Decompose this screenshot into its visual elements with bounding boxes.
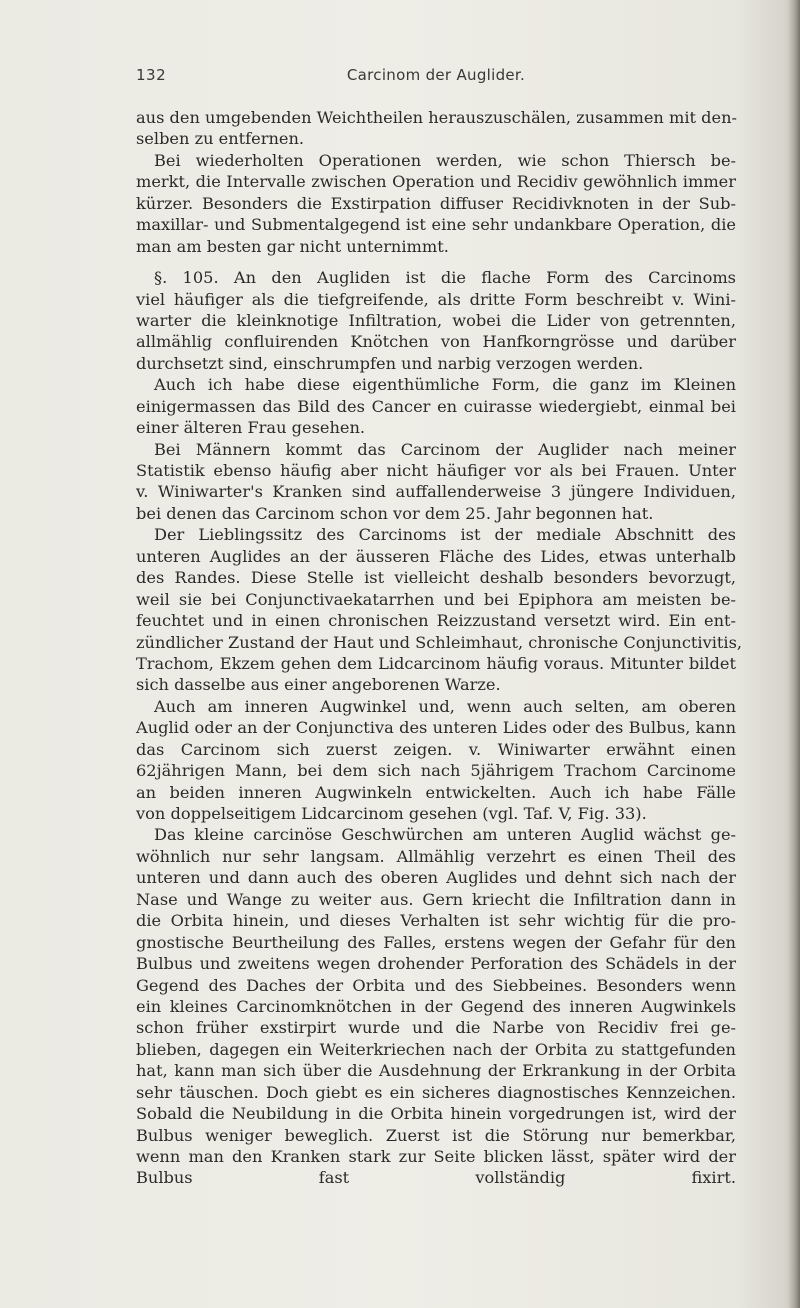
- text-line: [136, 1189, 736, 1210]
- text-line: wöhnlich nur sehr langsam. Allmählig verzehrt es einen Theil des: [136, 846, 736, 866]
- text-line: Auch am inneren Augwinkel und, wenn auch selten, am oberen: [154, 696, 736, 716]
- text-line: Bulbus weniger beweglich. Zuerst ist die Störung nur bemerkbar,: [136, 1125, 736, 1145]
- body-text: [136, 107, 743, 1210]
- text-line: wenn man den Kranken stark zur Seite blicken lässt, später wird der: [136, 1147, 736, 1166]
- text-line: selben zu entfernen.: [136, 129, 305, 149]
- text-line: Bulbus und zweitens wegen drohender Perforation des Schädels in der: [136, 954, 736, 974]
- text-line: hat, kann man sich über die Ausdehnung der Erkrankung in der Orbita: [136, 1061, 736, 1081]
- text-line: aus den umgebenden Weichtheilen herauszuschälen, zusammen mit den-: [136, 108, 737, 127]
- text-line: sich dasselbe aus einer angeborenen Warze.: [136, 675, 501, 695]
- text-line: blieben, dagegen ein Weiterkriechen nach der Orbita zu stattgefunden: [136, 1039, 736, 1059]
- text-line: des Randes. Diese Stelle ist vielleicht deshalb besonders bevorzugt,: [136, 568, 736, 588]
- text-line: Gegend des Daches der Orbita und des Siebbeines. Besonders wenn: [136, 975, 736, 995]
- text-line: Bei Männern kommt das Carcinom der Auglider nach meiner: [154, 439, 736, 459]
- text-line: durchsetzt sind, einschrumpfen und narbig verzogen werden.: [136, 353, 644, 373]
- text-line: einigermassen das Bild des Cancer en cuirasse wiedergiebt, einmal bei: [136, 396, 736, 416]
- text-line: von doppelseitigem Lidcarcinom gesehen (vgl. Taf. V, Fig. 33).: [136, 804, 647, 823]
- text-line: unteren Auglides an der äusseren Fläche des Lides, etwas unterhalb: [136, 546, 736, 566]
- text-line: 62jährigen Mann, bei dem sich nach 5jährigem Trachom Carcinome: [136, 761, 736, 781]
- text-line: das Carcinom sich zuerst zeigen. v. Winiwarter erwähnt einen: [136, 739, 736, 759]
- text-line: weil sie bei Conjunctivaekatarrhen und bei Epiphora am meisten be-: [136, 589, 736, 609]
- text-line: maxillar- und Submentalgegend ist eine sehr undankbare Operation, die: [136, 215, 736, 235]
- text-line: bei denen das Carcinom schon vor dem 25. Jahr begonnen hat.: [136, 503, 654, 523]
- text-line: Bei wiederholten Operationen werden, wie schon Thiersch be-: [154, 150, 736, 170]
- text-line: einer älteren Frau gesehen.: [136, 418, 366, 438]
- text-line: die Orbita hinein, und dieses Verhalten ist sehr wichtig für die pro-: [136, 911, 736, 931]
- page-edge-shadow: [788, 0, 800, 1308]
- text-line: Bulbus fast vollständig fixirt.: [136, 1168, 736, 1188]
- text-line: zündlicher Zustand der Haut und Schleimhaut, chronische Conjunctivitis,: [136, 632, 743, 652]
- text-line: Auch ich habe diese eigenthümliche Form, die ganz im Kleinen: [154, 375, 736, 395]
- text-line: allmählig confluirenden Knötchen von Hanfkorngrösse und darüber: [136, 332, 736, 352]
- text-line: ein kleines Carcinomknötchen in der Gegend des inneren Augwinkels: [136, 996, 736, 1016]
- text-line: v. Winiwarter's Kranken sind auffallenderweise 3 jüngere Individuen,: [136, 482, 736, 502]
- page-number: 132: [136, 66, 167, 84]
- text-line: gnostische Beurtheilung des Falles, erstens wegen der Gefahr für den: [136, 932, 736, 952]
- text-line: Trachom, Ekzem gehen dem Lidcarcinom häufig voraus. Mitunter bildet: [136, 653, 736, 673]
- running-title: Carcinom der Auglider.: [346, 66, 526, 84]
- text-line: unteren und dann auch des oberen Auglides und dehnt sich nach der: [136, 868, 736, 888]
- text-line: an beiden inneren Augwinkeln entwickelten. Auch ich habe Fälle: [136, 782, 736, 802]
- text-line: warter die kleinknotige Infiltration, wobei die Lider von getrennten,: [136, 310, 736, 330]
- text-line: Das kleine carcinöse Geschwürchen am unteren Auglid wächst ge-: [154, 825, 736, 845]
- text-line: Statistik ebenso häufig aber nicht häufiger vor als bei Frauen. Unter: [136, 461, 736, 480]
- text-line: viel häufiger als die tiefgreifende, als dritte Form beschreibt v. Wini-: [136, 289, 736, 309]
- text-line: schon früher exstirpirt wurde und die Narbe von Recidiv frei ge-: [136, 1018, 736, 1038]
- text-line: man am besten gar nicht unternimmt.: [136, 236, 449, 256]
- page-header: [136, 66, 736, 90]
- text-line: Nase und Wange zu weiter aus. Gern kriecht die Infiltration dann in: [136, 889, 736, 909]
- section-heading-line: §. 105. An den Augliden ist die flache Form des Carcinoms: [154, 268, 736, 288]
- text-line: Der Lieblingssitz des Carcinoms ist der mediale Abschnitt des: [154, 525, 736, 545]
- text-line: Auglid oder an der Conjunctiva des unteren Lides oder des Bulbus, kann: [136, 718, 736, 738]
- text-line: merkt, die Intervalle zwischen Operation und Recidiv gewöhnlich immer: [136, 172, 736, 192]
- text-line: sehr täuschen. Doch giebt es ein sicheres diagnostisches Kennzeichen.: [136, 1082, 736, 1102]
- text-line: kürzer. Besonders die Exstirpation diffuser Recidivknoten in der Sub-: [136, 193, 736, 213]
- text-line: feuchtet und in einen chronischen Reizzustand versetzt wird. Ein ent-: [136, 611, 736, 631]
- text-line: Sobald die Neubildung in die Orbita hinein vorgedrungen ist, wird der: [136, 1104, 736, 1124]
